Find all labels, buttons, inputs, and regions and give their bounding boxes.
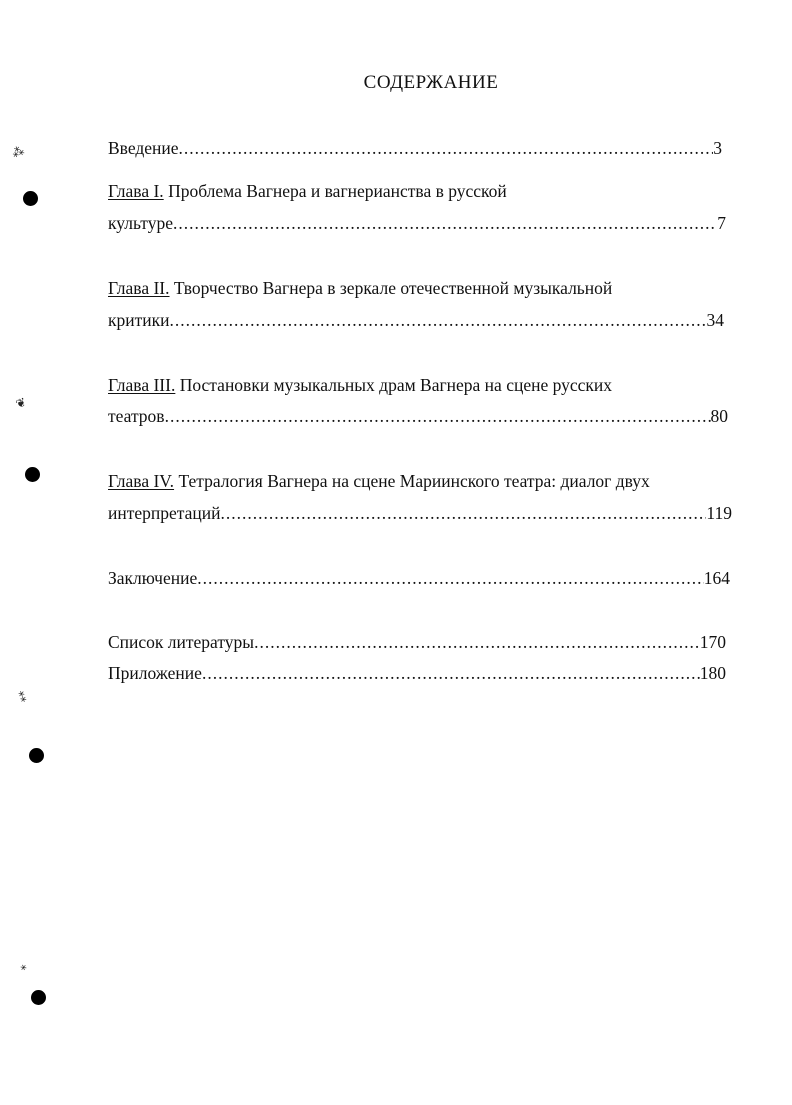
chapter-label: Глава II. [108, 278, 170, 298]
chapter-title-continued: интерпретаций [108, 503, 221, 523]
chapter-title: Творчество Вагнера в зеркале отечественной музыкальной [169, 278, 613, 298]
punch-hole [23, 191, 38, 206]
toc-entry-chapter-4 [108, 503, 732, 524]
chapter-label: Глава IV. [108, 471, 175, 491]
dot-leader [170, 310, 707, 331]
scan-speck: ⁑ [17, 690, 29, 706]
punch-hole [29, 748, 44, 763]
toc-entry-chapter-4-heading [108, 471, 650, 492]
dot-leader [254, 632, 700, 653]
toc-entry-chapter-1 [108, 213, 726, 234]
toc-entry-intro [108, 138, 722, 159]
chapter-title-continued: критики [108, 310, 170, 330]
scan-speck: ⁎ [17, 958, 29, 974]
toc-entry-literature [108, 632, 726, 653]
chapter-label: Глава I. [108, 181, 164, 201]
scan-speck: ❦ [13, 394, 29, 412]
toc-entry-label: Введение [108, 138, 179, 158]
toc-page-number: 164 [703, 568, 730, 588]
dot-leader [221, 503, 707, 524]
toc-entry-appendix [108, 663, 726, 684]
toc-page-number: 34 [706, 310, 724, 330]
toc-page-number: 180 [699, 663, 726, 683]
chapter-title: Тетралогия Вагнера на сцене Мариинского театра: диалог двух [174, 471, 650, 491]
chapter-title-continued: культуре [108, 213, 173, 233]
chapter-title-continued: театров [108, 406, 165, 426]
toc-entry-label: Заключение [108, 568, 198, 588]
dot-leader [165, 406, 711, 427]
toc-entry-chapter-1-heading [108, 181, 507, 202]
toc-entry-chapter-3-heading [108, 375, 612, 396]
toc-page-number: 170 [699, 632, 726, 652]
dot-leader [179, 138, 714, 159]
dot-leader [202, 663, 700, 684]
toc-entry-conclusion [108, 568, 730, 589]
scan-speck: ⁂ [9, 143, 27, 161]
dot-leader [197, 568, 704, 589]
toc-page-number: 7 [717, 213, 726, 233]
page-title: СОДЕРЖАНИЕ [363, 72, 499, 93]
chapter-title: Проблема Вагнера и вагнерианства в русской [163, 181, 507, 201]
dot-leader [173, 213, 717, 234]
toc-entry-chapter-2 [108, 310, 724, 331]
toc-entry-label: Список литературы [108, 632, 255, 652]
punch-hole [25, 467, 40, 482]
chapter-label: Глава III. [108, 375, 176, 395]
toc-page-number: 119 [706, 503, 732, 523]
punch-hole [31, 990, 46, 1005]
toc-page-number: 3 [713, 138, 722, 158]
chapter-title: Постановки музыкальных драм Вагнера на сцене русских [175, 375, 613, 395]
toc-page-number: 80 [710, 406, 728, 426]
toc-entry-chapter-2-heading [108, 278, 612, 299]
toc-entry-chapter-3 [108, 406, 728, 427]
toc-entry-label: Приложение [108, 663, 202, 683]
